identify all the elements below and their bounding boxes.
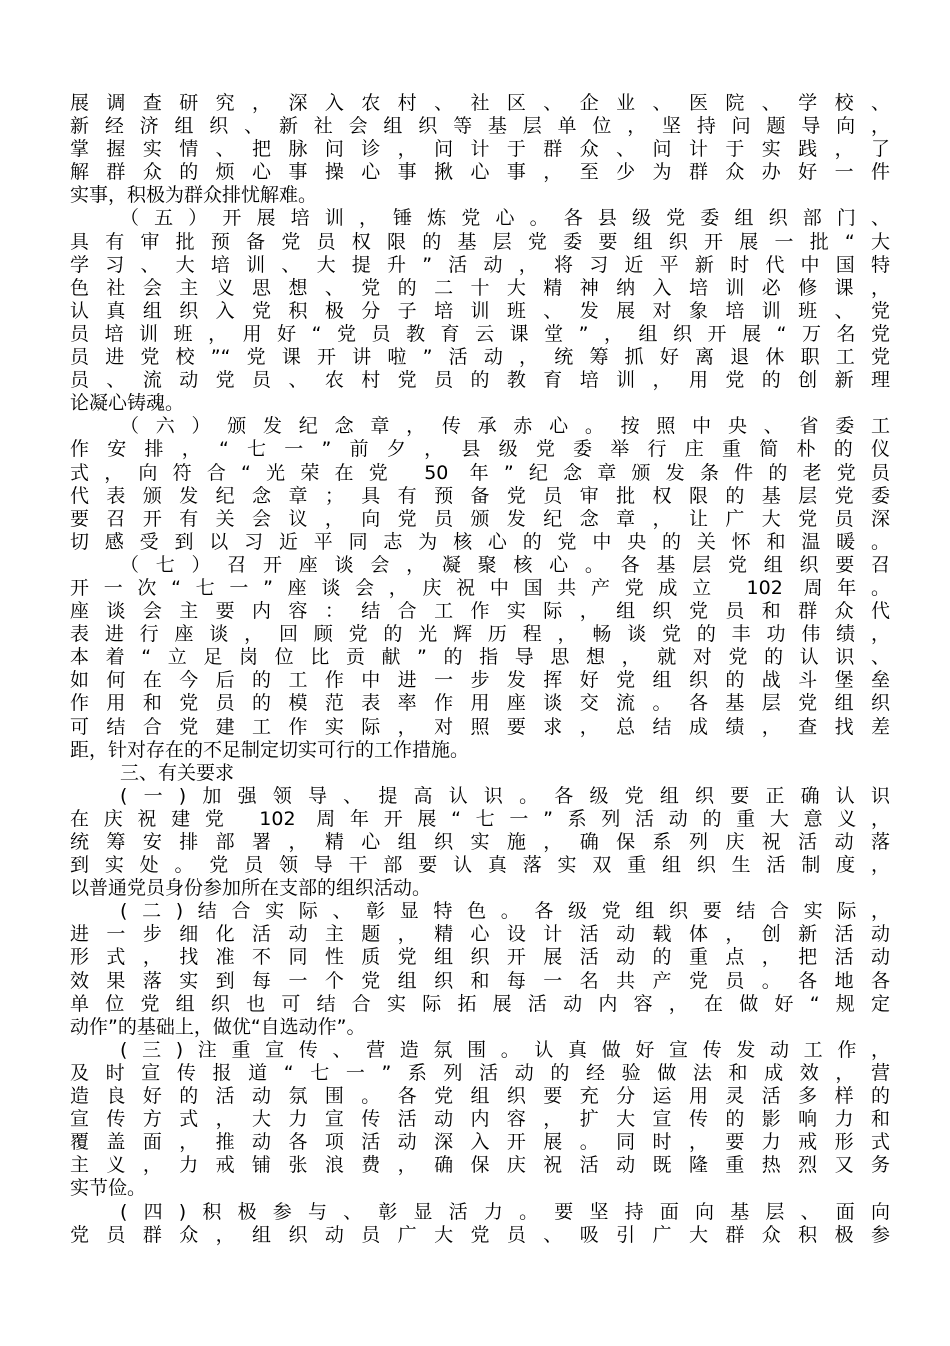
requirement-heading-1: (一)加强领导、提高认识。各级党组织要正确认识 (120, 784, 890, 807)
paragraph-line: 实事，积极为群众排忧解难。 (70, 184, 318, 207)
section-heading-6: （六）颁发纪念章，传承赤心。按照中央、省委工 (120, 415, 890, 438)
paragraph-line: 表进行座谈，回顾党的光辉历程，畅谈党的丰功伟绩， (70, 623, 890, 646)
paragraph-line: 本着“立足岗位比贡献”的指导思想，就对党的认识、 (70, 646, 890, 669)
paragraph-line: 式，向符合“光荣在党 50 年”纪念章颁发条件的老党员 (70, 461, 890, 484)
paragraph-line: 新经济组织、新社会组织等基层单位，坚持问题导向， (70, 115, 890, 138)
paragraph-line: 到实处。党员领导干部要认真落实双重组织生活制度， (70, 854, 890, 877)
paragraph-line: 动作”的基础上，做优“自选动作”。 (70, 1015, 366, 1038)
paragraph-line: 实节俭。 (70, 1177, 147, 1200)
requirement-heading-2: (二)结合实际、彰显特色。各级党组织要结合实际， (120, 900, 890, 923)
paragraph-line: 座谈会主要内容：结合工作实际，组织党员和群众代 (70, 600, 890, 623)
paragraph-line: 论凝心铸魂。 (70, 392, 185, 415)
document-body (70, 92, 890, 1247)
paragraph-line: 具有审批预备党员权限的基层党委要组织开展一批“大 (70, 230, 890, 253)
paragraph-line: 掌握实情、把脉问诊，问计于群众、问计于实践，了 (70, 138, 890, 161)
paragraph-line: 作用和党员的模范表率作用座谈交流。各基层党组织 (70, 692, 890, 715)
paragraph-line: 宣传方式，大力宣传活动内容，扩大宣传的影响力和 (70, 1108, 890, 1131)
section-heading-7: （七）召开座谈会，凝聚核心。各基层党组织要召 (120, 553, 890, 576)
paragraph-line: 统筹安排部署，精心组织实施，确保系列庆祝活动落 (70, 831, 890, 853)
paragraph-line: 造良好的活动氛围。各党组织要充分运用灵活多样的 (70, 1085, 890, 1108)
requirement-heading-4: (四)积极参与、彰显活力。要坚持面向基层、面向 (120, 1200, 890, 1223)
paragraph-line: 切感受到以习近平同志为核心的党中央的关怀和温暖。 (70, 530, 890, 553)
paragraph-line: 进一步细化活动主题，精心设计活动载体，创新活动 (70, 923, 890, 946)
paragraph-line: 如何在今后的工作中进一步发挥好党组织的战斗堡垒 (70, 669, 890, 692)
paragraph-line: 可结合党建工作实际，对照要求，总结成绩，查找差 (70, 715, 890, 738)
paragraph-line: 在庆祝建党 102 周年开展“七一”系列活动的重大意义， (70, 807, 890, 830)
paragraph-line: 党员群众，组织动员广大党员、吸引广大群众积极参 (70, 1223, 890, 1246)
paragraph-line: 解群众的烦心事操心事揪心事，至少为群众办好一件 (70, 161, 890, 184)
paragraph-line: 员、流动党员、农村党员的教育培训，用党的创新理 (70, 369, 890, 392)
paragraph-line: 要召开有关会议，向党员颁发纪念章，让广大党员深 (70, 507, 890, 530)
paragraph-line: 以普通党员身份参加所在支部的组织活动。 (70, 877, 432, 900)
paragraph-line: 学习、大培训、大提升”活动，将习近平新时代中国特 (70, 253, 890, 276)
paragraph-line: 员进党校”“党课开讲啦”活动，统筹抓好离退休职工党 (70, 346, 890, 369)
chapter-heading-3: 三、有关要求 (120, 761, 235, 784)
paragraph-line: 形式，找准不同性质党组织开展活动的重点，把活动 (70, 946, 890, 969)
paragraph-line: 展调查研究，深入农村、社区、企业、医院、学校、 (70, 92, 890, 114)
paragraph-line: 员培训班，用好“党员教育云课堂”，组织开展“万名党 (70, 322, 890, 345)
requirement-heading-3: (三)注重宣传、营造氛围。认真做好宣传发动工作， (120, 1038, 890, 1061)
paragraph-line: 效果落实到每一个党组织和每一名共产党员。各地各 (70, 969, 890, 992)
paragraph-line: 作安排，“七一”前夕，县级党委举行庄重简朴的仪 (70, 438, 890, 461)
paragraph-line: 代表颁发纪念章；具有预备党员审批权限的基层党委 (70, 484, 890, 507)
paragraph-line: 覆盖面，推动各项活动深入开展。同时，要力戒形式 (70, 1131, 890, 1154)
paragraph-line: 及时宣传报道“七一”系列活动的经验做法和成效，营 (70, 1061, 890, 1084)
paragraph-line: 开一次“七一”座谈会，庆祝中国共产党成立 102 周年。 (70, 576, 890, 599)
paragraph-line: 色社会主义思想、党的二十大精神纳入培训必修课， (70, 276, 890, 299)
paragraph-line: 主义，力戒铺张浪费，确保庆祝活动既隆重热烈又务 (70, 1154, 890, 1177)
paragraph-line: 距，针对存在的不足制定切实可行的工作措施。 (70, 738, 470, 761)
section-heading-5: （五）开展培训，锤炼党心。各县级党委组织部门、 (120, 207, 890, 230)
paragraph-line: 认真组织入党积极分子培训班、发展对象培训班、党 (70, 299, 890, 322)
paragraph-line: 单位党组织也可结合实际拓展活动内容，在做好“规定 (70, 992, 890, 1015)
